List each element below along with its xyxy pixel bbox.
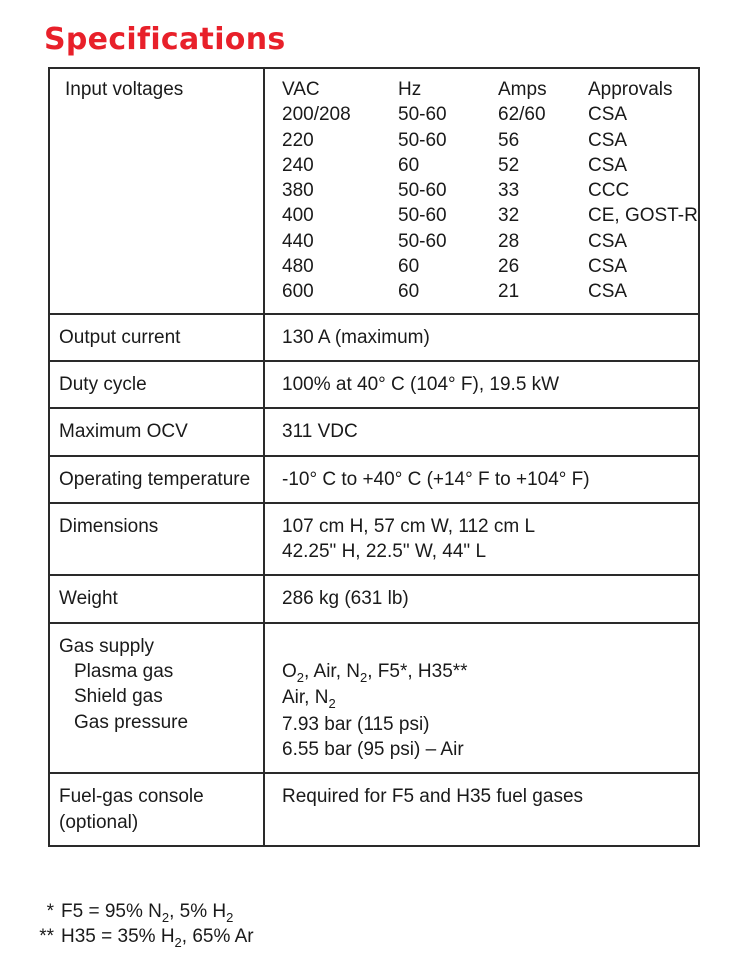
voltage-cell: 440 [282, 230, 314, 252]
dimensions-label: Dimensions [49, 503, 264, 576]
operating-temperature-row [49, 456, 699, 503]
footnote-mark: ** [39, 926, 54, 947]
voltage-cell: 32 [498, 205, 520, 227]
voltage-cell: 60 [398, 281, 420, 303]
voltage-cell: 220 [282, 129, 314, 151]
gas-pressure-air-value: 6.55 bar (95 psi) – Air [282, 738, 464, 760]
voltage-cell: 60 [398, 154, 420, 176]
weight-label: Weight [49, 575, 264, 622]
gas-supply-row [49, 623, 699, 773]
dimensions-row [49, 503, 699, 576]
output-current-row [49, 314, 699, 361]
voltage-header-hz: Hz [398, 79, 422, 100]
plasma-gas-label: Plasma gas [74, 661, 174, 683]
voltage-cell: 200/208 [282, 104, 351, 126]
voltage-cell: 50-60 [398, 129, 447, 151]
voltage-cell: 26 [498, 256, 520, 278]
max-ocv-value: 311 VDC [264, 408, 699, 455]
specifications-table [48, 67, 700, 847]
voltage-cell: CSA [588, 281, 628, 303]
voltage-cell: CSA [588, 230, 628, 252]
voltage-cell: 56 [498, 129, 520, 151]
weight-row [49, 575, 699, 622]
fuel-gas-console-label: Fuel-gas console [59, 786, 204, 808]
voltage-cell: CCC [588, 180, 630, 202]
max-ocv-row [49, 408, 699, 455]
voltage-cell: CSA [588, 129, 628, 151]
page-title: Specifications [44, 22, 286, 57]
gas-pressure-label: Gas pressure [74, 711, 189, 733]
voltage-cell: CSA [588, 154, 628, 176]
voltage-cell: 52 [498, 154, 520, 176]
output-current-label: Output current [49, 314, 264, 361]
input-voltages-label: Input voltages [65, 79, 184, 100]
footnote: * F5 = 95% $N_2$, 5% $H_2$ [17, 900, 254, 925]
voltage-cell: 62/60 [498, 104, 546, 126]
voltage-grid [282, 77, 698, 305]
voltage-cell: 400 [282, 205, 314, 227]
voltage-cell: 60 [398, 256, 420, 278]
footnotes [17, 900, 254, 950]
voltage-cell: 50-60 [398, 205, 447, 227]
voltage-cell: CSA [588, 104, 628, 126]
shield-gas-value: Air, $N_2$ [282, 687, 336, 712]
voltage-cell: 600 [282, 281, 314, 303]
gas-supply-label: Gas supply [59, 635, 155, 657]
voltage-header-vac: VAC [282, 79, 320, 100]
voltage-cell: 33 [498, 180, 520, 202]
duty-cycle-row [49, 361, 699, 408]
dimensions-metric: 107 cm H, 57 cm W, 112 cm L [282, 515, 536, 537]
voltage-cell: 380 [282, 180, 314, 202]
operating-temperature-value: -10° C to +40° C (+14° F to +104° F) [264, 456, 699, 503]
max-ocv-label: Maximum OCV [49, 408, 264, 455]
dimensions-imperial: 42.25" H, 22.5" W, 44" L [282, 541, 487, 563]
output-current-value: 130 A (maximum) [264, 314, 699, 361]
voltage-cell: CE, GOST-R [588, 205, 698, 227]
shield-gas-label: Shield gas [74, 686, 163, 708]
plasma-gas-value: $O_2$, Air, $N_2$, F5*, H35** [282, 661, 468, 686]
operating-temperature-label: Operating temperature [49, 456, 264, 503]
voltage-header-amps: Amps [498, 79, 547, 100]
voltage-cell: 50-60 [398, 230, 447, 252]
voltage-header-approvals: Approvals [588, 79, 673, 100]
input-voltages-row [49, 68, 699, 314]
fuel-gas-console-optional: (optional) [59, 811, 139, 833]
voltage-cell: 240 [282, 154, 314, 176]
voltage-cell: 50-60 [398, 104, 447, 126]
duty-cycle-value: 100% at 40° C (104° F), 19.5 kW [264, 361, 699, 408]
voltage-cell: 50-60 [398, 180, 447, 202]
voltage-cell: 21 [498, 281, 520, 303]
footnote-mark: * [46, 901, 54, 922]
voltage-cell: 28 [498, 230, 520, 252]
duty-cycle-label: Duty cycle [49, 361, 264, 408]
gas-pressure-value: 7.93 bar (115 psi) [282, 713, 430, 735]
fuel-gas-console-value: Required for F5 and H35 fuel gases [264, 773, 699, 846]
voltage-cell: CSA [588, 256, 628, 278]
fuel-gas-console-row [49, 773, 699, 846]
footnote: ** H35 = 35% $H_2$, 65% Ar [17, 925, 254, 950]
voltage-cell: 480 [282, 256, 314, 278]
weight-value: 286 kg (631 lb) [264, 575, 699, 622]
